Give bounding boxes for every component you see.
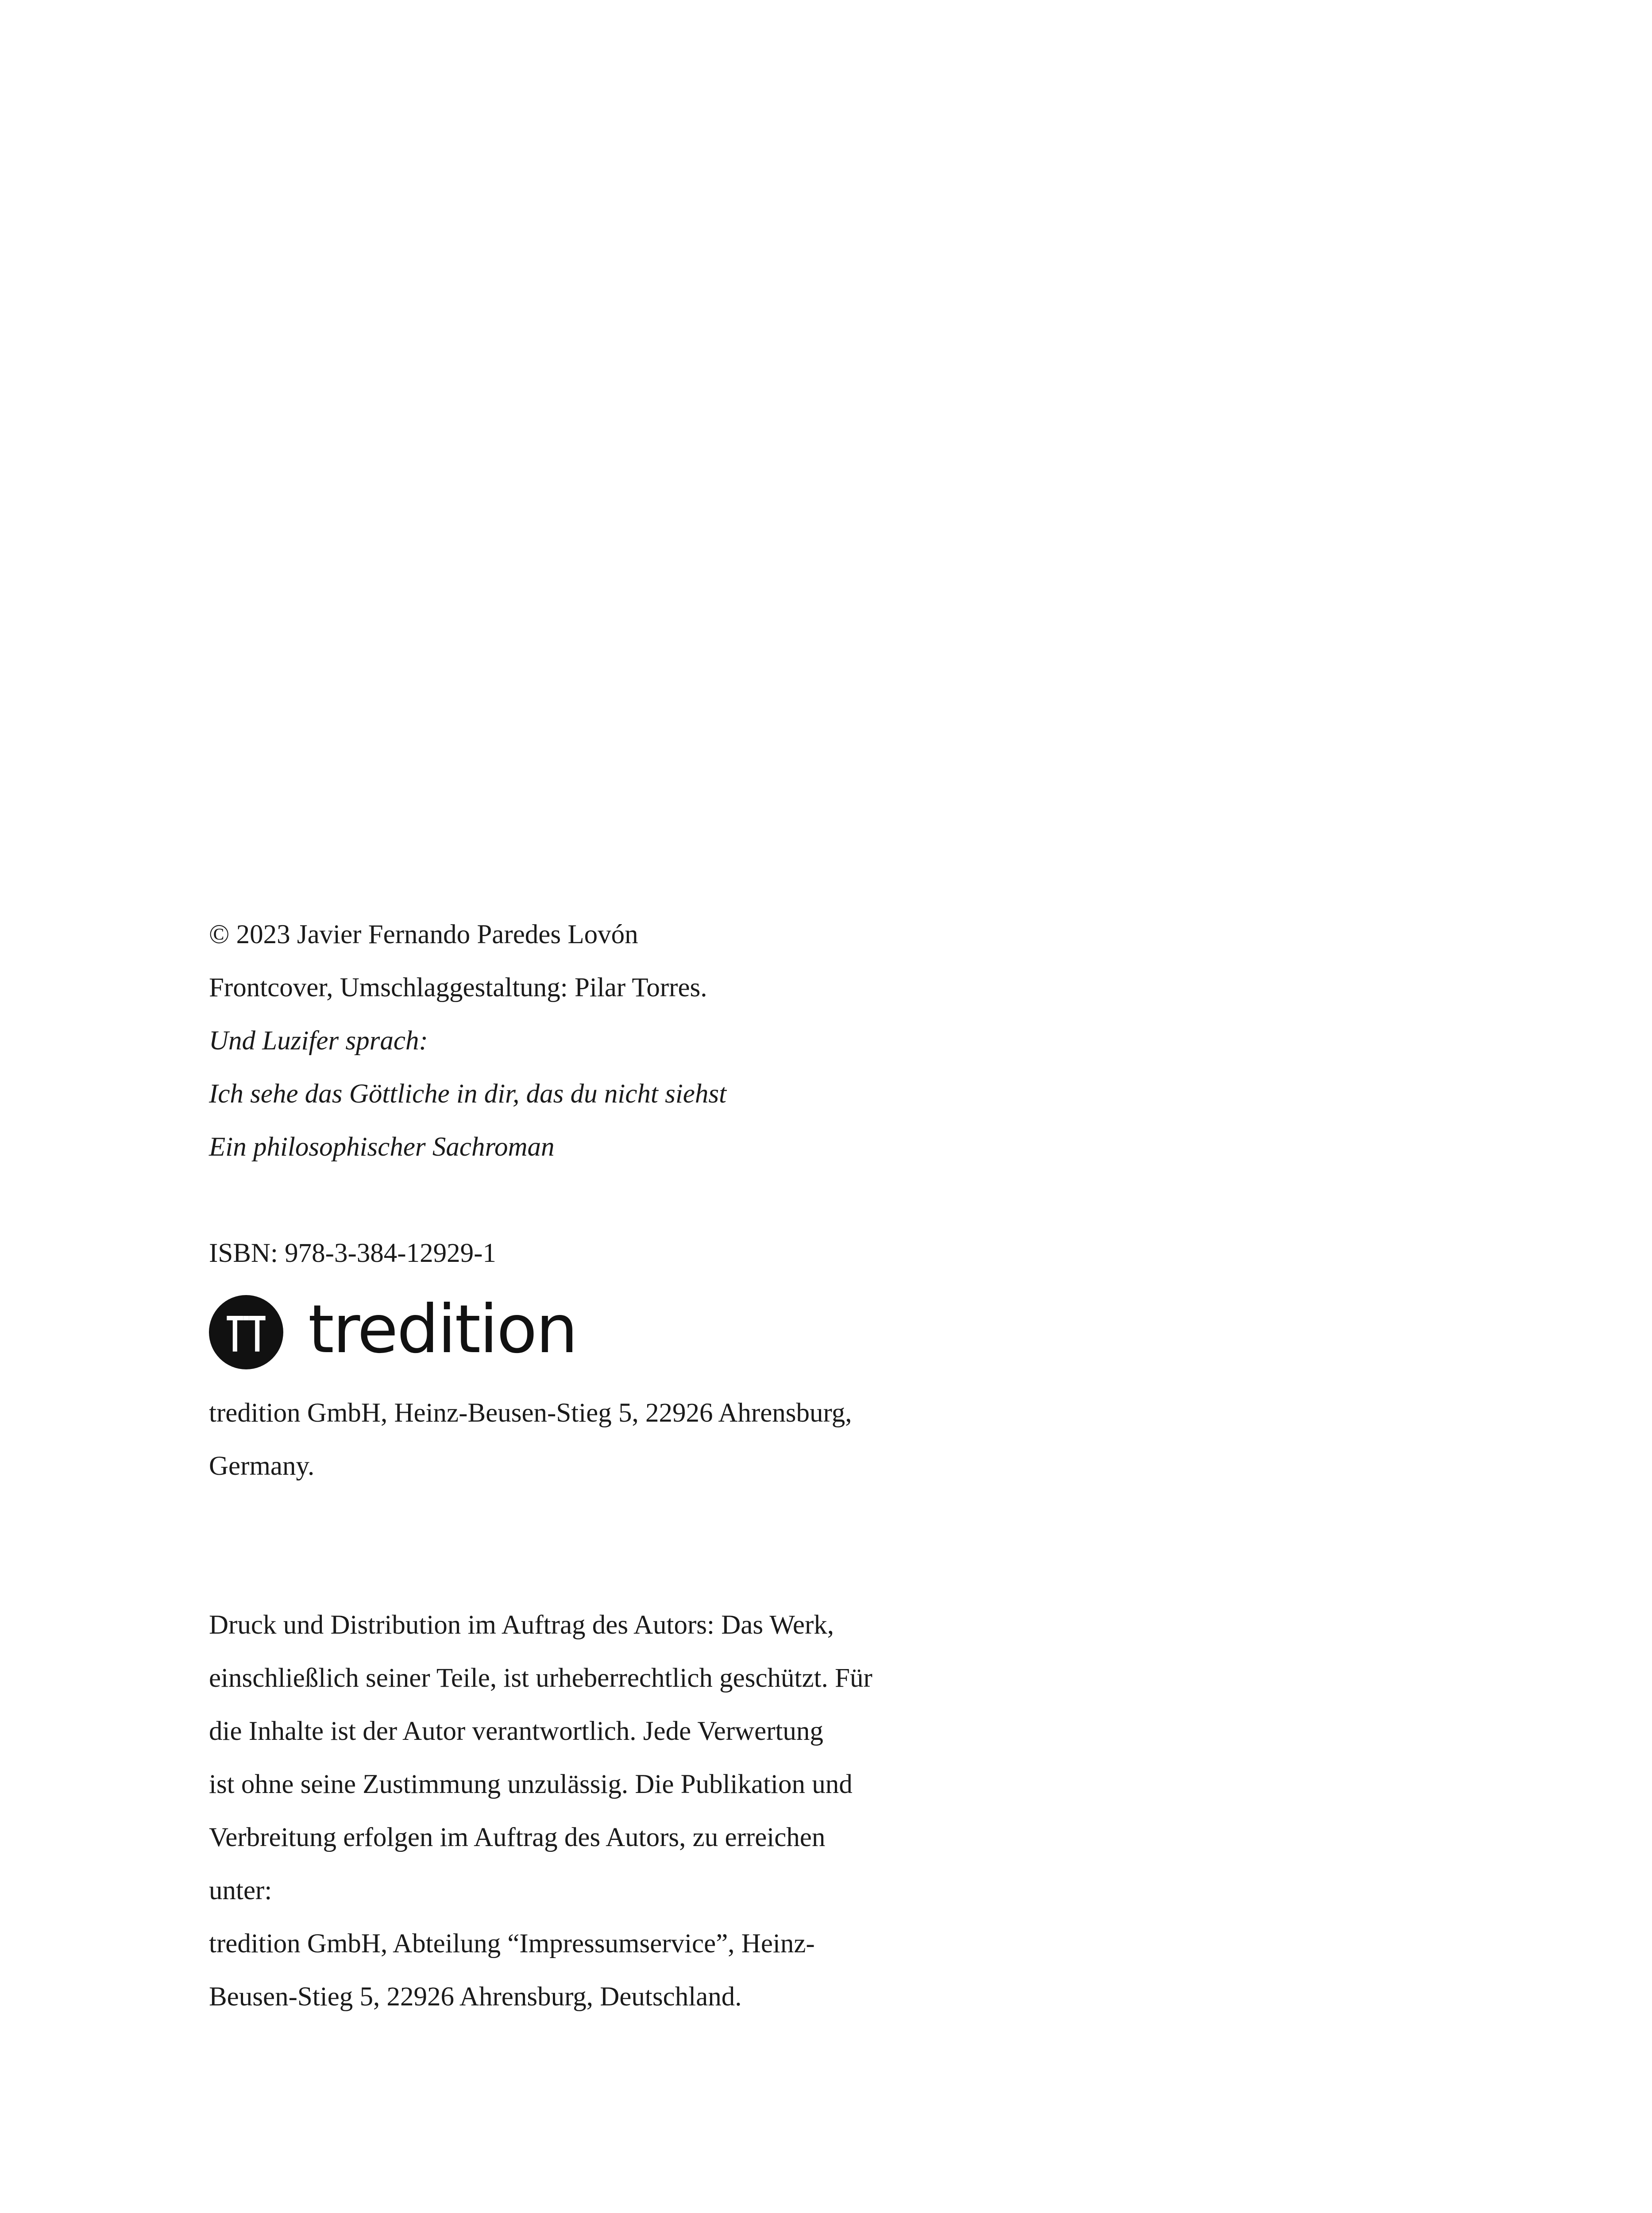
legal-line: ist ohne seine Zustimmung unzulässig. Die Publikation und <box>209 1770 853 1799</box>
book-title-line-2: Ich sehe das Göttliche in dir, das du nicht siehst <box>209 1079 727 1109</box>
publisher-address <box>209 1387 961 1493</box>
book-subtitle: Ein philosophischer Sachroman <box>209 1132 555 1162</box>
tredition-wordmark: tredition <box>308 1291 577 1368</box>
legal-notice <box>209 1599 961 2024</box>
book-title-line-1: Und Luzifer sprach: <box>209 1026 428 1056</box>
address-line: Germany. <box>209 1451 315 1481</box>
address-line: tredition GmbH, Heinz-Beusen-Stieg 5, 22926 Ahrensburg, <box>209 1398 852 1428</box>
tredition-logo-icon <box>209 1295 283 1369</box>
legal-line: tredition GmbH, Abteilung “Impressumservice”, Heinz- <box>209 1929 815 1959</box>
legal-line: Druck und Distribution im Auftrag des Autors: Das Werk, <box>209 1610 834 1640</box>
isbn-line: ISBN: 978-3-384-12929-1 <box>209 1238 496 1268</box>
isbn-block <box>209 1227 961 1280</box>
copyright-line: © 2023 Javier Fernando Paredes Lovón <box>209 920 638 949</box>
legal-line: Verbreitung erfolgen im Auftrag des Autors, zu erreichen <box>209 1823 826 1852</box>
cover-credit-line: Frontcover, Umschlaggestaltung: Pilar Torres. <box>209 973 707 1002</box>
legal-line: einschließlich seiner Teile, ist urheberrechtlich geschützt. Für <box>209 1663 872 1693</box>
legal-line: die Inhalte ist der Autor verantwortlich. Jede Verwertung <box>209 1716 823 1746</box>
legal-line: Beusen-Stieg 5, 22926 Ahrensburg, Deutschland. <box>209 1982 742 2012</box>
imprint-block <box>209 908 961 1174</box>
legal-line: unter: <box>209 1876 272 1905</box>
publisher-logo <box>209 1292 577 1372</box>
